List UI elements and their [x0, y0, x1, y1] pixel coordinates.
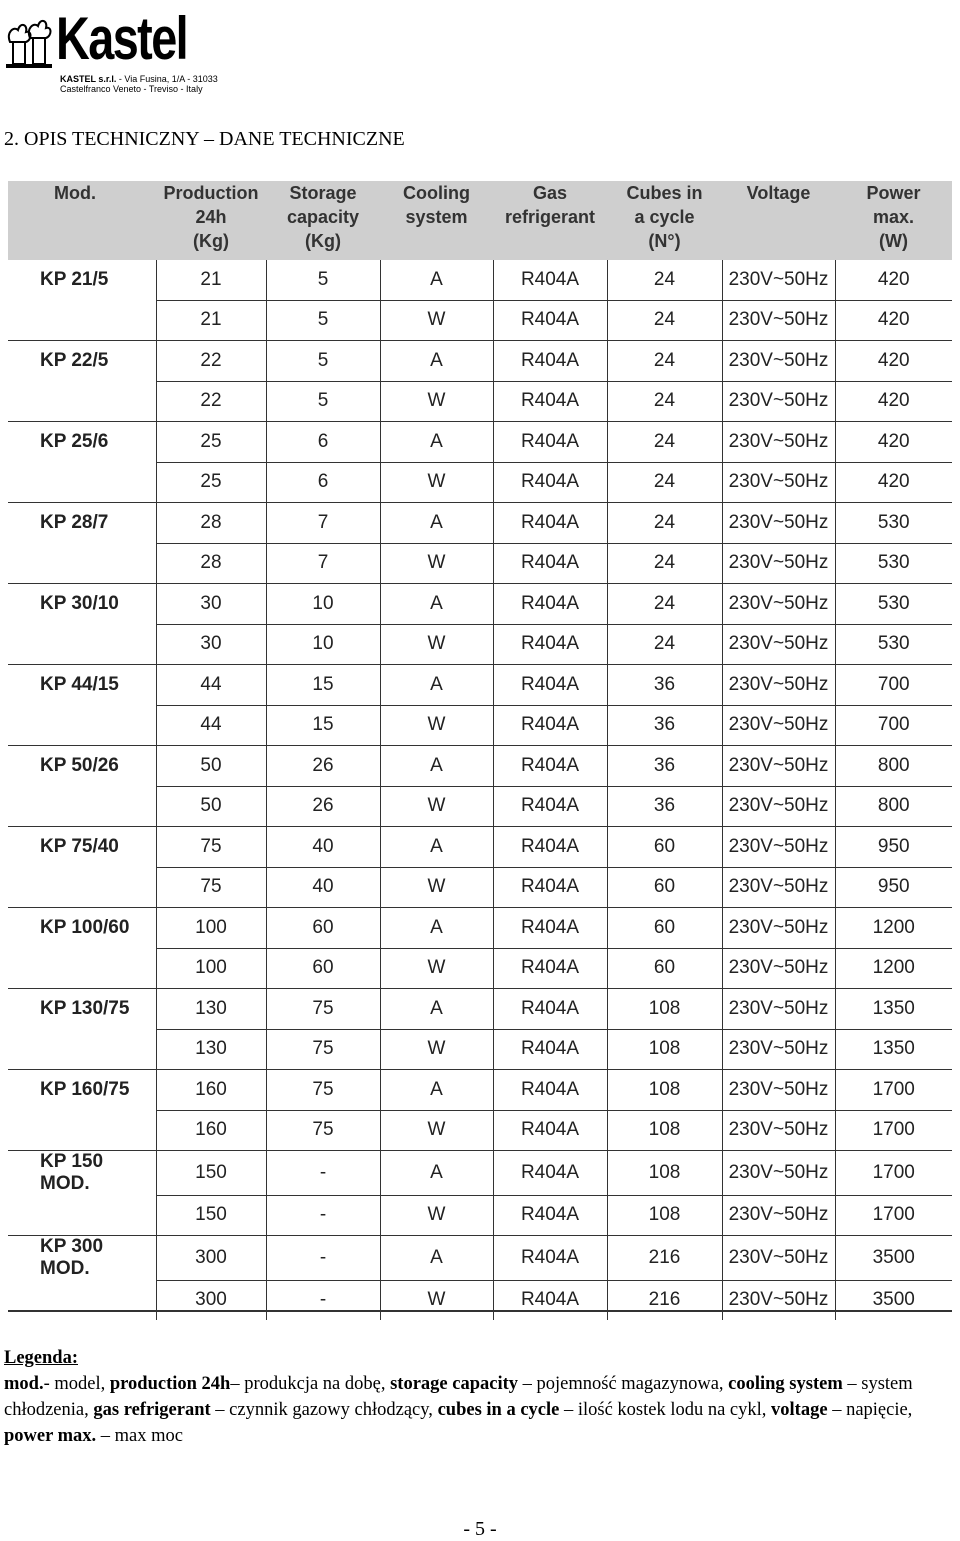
model-cell: KP 130/75: [8, 989, 156, 1030]
column-header: Cooling system: [380, 181, 493, 260]
table-cell: R404A: [493, 341, 607, 382]
table-row: [8, 503, 952, 544]
table-row: [8, 786, 952, 827]
table-cell: 230V~50Hz: [722, 624, 835, 665]
table-row: [8, 705, 952, 746]
table-row: [8, 260, 952, 300]
table-cell: R404A: [493, 948, 607, 989]
table-cell: R404A: [493, 503, 607, 544]
table-cell: 1700: [835, 1195, 952, 1236]
table-cell: W: [380, 867, 493, 908]
table-cell: 160: [156, 1110, 266, 1151]
table-cell: 230V~50Hz: [722, 989, 835, 1030]
table-cell: A: [380, 1236, 493, 1281]
table-cell: 530: [835, 584, 952, 625]
table-cell: R404A: [493, 1151, 607, 1196]
table-cell: W: [380, 543, 493, 584]
model-cell: KP 75/40: [8, 827, 156, 868]
table-cell: -: [266, 1236, 380, 1281]
legend-term: power max.: [4, 1426, 97, 1446]
table-cell: R404A: [493, 1236, 607, 1281]
table-cell: 24: [607, 503, 722, 544]
table-cell: 75: [266, 1029, 380, 1070]
table-cell: 24: [607, 422, 722, 463]
table-row: [8, 827, 952, 868]
table-cell: R404A: [493, 462, 607, 503]
table-cell: A: [380, 1070, 493, 1111]
table-row: [8, 1070, 952, 1111]
table-cell: 40: [266, 827, 380, 868]
table-cell: A: [380, 746, 493, 787]
table-cell: 530: [835, 624, 952, 665]
section-heading: 2. OPIS TECHNICZNY – DANE TECHNICZNE: [4, 128, 405, 150]
table-cell: 130: [156, 1029, 266, 1070]
table-cell: 5: [266, 260, 380, 300]
table-cell: 1700: [835, 1151, 952, 1196]
table-cell: W: [380, 948, 493, 989]
table-cell: 300: [156, 1280, 266, 1320]
table-cell: 130: [156, 989, 266, 1030]
table-cell: 230V~50Hz: [722, 300, 835, 341]
table-cell: R404A: [493, 300, 607, 341]
table-cell: 40: [266, 867, 380, 908]
table-cell: 75: [156, 867, 266, 908]
table-header-row: [8, 181, 952, 260]
legend-definition: – system chłodzenia,: [4, 1374, 913, 1420]
model-cell: KP 300 MOD.: [8, 1236, 156, 1281]
table-cell: 60: [266, 908, 380, 949]
legend-term: voltage: [771, 1400, 828, 1420]
table-cell: 230V~50Hz: [722, 1070, 835, 1111]
table-cell: 60: [607, 908, 722, 949]
table-cell: 230V~50Hz: [722, 908, 835, 949]
table-cell: 108: [607, 1195, 722, 1236]
table-row: [8, 1110, 952, 1151]
table-cell: 3500: [835, 1236, 952, 1281]
table-cell: 700: [835, 705, 952, 746]
table-cell: R404A: [493, 1280, 607, 1320]
model-cell: [8, 462, 156, 503]
table-row: [8, 422, 952, 463]
table-cell: 26: [266, 746, 380, 787]
table-cell: W: [380, 786, 493, 827]
table-cell: 150: [156, 1151, 266, 1196]
table-cell: 950: [835, 827, 952, 868]
table-cell: R404A: [493, 543, 607, 584]
table-cell: -: [266, 1195, 380, 1236]
table-cell: 36: [607, 786, 722, 827]
table-cell: A: [380, 260, 493, 300]
table-row: [8, 867, 952, 908]
table-cell: 75: [266, 1070, 380, 1111]
table-cell: A: [380, 341, 493, 382]
table-body: [8, 260, 952, 1320]
page-number: - 5 -: [463, 1518, 497, 1540]
table-cell: 216: [607, 1236, 722, 1281]
column-header: Production 24h (Kg): [156, 181, 266, 260]
table-cell: 7: [266, 543, 380, 584]
table-cell: 420: [835, 462, 952, 503]
table-cell: 75: [156, 827, 266, 868]
table-cell: 5: [266, 341, 380, 382]
model-cell: [8, 624, 156, 665]
table-cell: A: [380, 908, 493, 949]
table-row: [8, 584, 952, 625]
table-cell: -: [266, 1151, 380, 1196]
address-line2: Castelfranco Veneto - Treviso - Italy: [60, 84, 203, 94]
table-cell: R404A: [493, 665, 607, 706]
table-cell: 530: [835, 543, 952, 584]
table-cell: 230V~50Hz: [722, 1151, 835, 1196]
table-cell: 24: [607, 462, 722, 503]
table-cell: 5: [266, 300, 380, 341]
table-cell: 700: [835, 665, 952, 706]
table-cell: 108: [607, 989, 722, 1030]
column-header: Gas refrigerant: [493, 181, 607, 260]
table-cell: 230V~50Hz: [722, 827, 835, 868]
table-cell: 108: [607, 1151, 722, 1196]
table-cell: 15: [266, 665, 380, 706]
table-cell: 216: [607, 1280, 722, 1320]
table-cell: 300: [156, 1236, 266, 1281]
table-cell: W: [380, 1195, 493, 1236]
model-cell: [8, 705, 156, 746]
table-cell: 25: [156, 462, 266, 503]
legend-title: Legenda:: [4, 1348, 78, 1368]
table-cell: 230V~50Hz: [722, 665, 835, 706]
table-cell: 36: [607, 665, 722, 706]
table-cell: 28: [156, 503, 266, 544]
table-cell: 230V~50Hz: [722, 503, 835, 544]
column-header: Mod.: [8, 181, 156, 260]
table-cell: 230V~50Hz: [722, 746, 835, 787]
table-cell: 230V~50Hz: [722, 867, 835, 908]
model-cell: [8, 1110, 156, 1151]
table-cell: 230V~50Hz: [722, 1280, 835, 1320]
table-cell: 230V~50Hz: [722, 422, 835, 463]
table-cell: 420: [835, 300, 952, 341]
table-cell: A: [380, 584, 493, 625]
table-cell: W: [380, 381, 493, 422]
table-cell: 5: [266, 381, 380, 422]
table-cell: 1350: [835, 989, 952, 1030]
legend-definition: – napięcie,: [827, 1400, 913, 1420]
table-cell: 100: [156, 908, 266, 949]
table-cell: 30: [156, 624, 266, 665]
table-cell: 1200: [835, 948, 952, 989]
model-cell: KP 30/10: [8, 584, 156, 625]
legend-term: cooling system: [728, 1374, 843, 1394]
table-cell: W: [380, 1029, 493, 1070]
address-line1: - Via Fusina, 1/A - 31033: [116, 74, 218, 84]
table-cell: 24: [607, 300, 722, 341]
table-cell: 10: [266, 624, 380, 665]
table-cell: W: [380, 624, 493, 665]
table-cell: 44: [156, 705, 266, 746]
table-cell: R404A: [493, 1070, 607, 1111]
table-cell: 420: [835, 341, 952, 382]
table-row: [8, 746, 952, 787]
kastel-logo: [6, 4, 226, 94]
table-cell: R404A: [493, 989, 607, 1030]
table-cell: 420: [835, 381, 952, 422]
table-cell: 25: [156, 422, 266, 463]
table-cell: R404A: [493, 260, 607, 300]
table-cell: 530: [835, 503, 952, 544]
model-cell: [8, 948, 156, 989]
technical-data-table-wrapper: [8, 181, 952, 1320]
table-cell: R404A: [493, 584, 607, 625]
model-cell: KP 100/60: [8, 908, 156, 949]
legend-term: storage capacity: [390, 1374, 519, 1394]
table-cell: 1350: [835, 1029, 952, 1070]
table-row: [8, 341, 952, 382]
column-header: Power max. (W): [835, 181, 952, 260]
table-cell: R404A: [493, 422, 607, 463]
table-cell: 108: [607, 1029, 722, 1070]
legend: [4, 1345, 960, 1449]
table-cell: 230V~50Hz: [722, 341, 835, 382]
column-header: Voltage: [722, 181, 835, 260]
table-cell: 24: [607, 543, 722, 584]
table-cell: 60: [266, 948, 380, 989]
table-cell: 108: [607, 1070, 722, 1111]
technical-data-table: [8, 181, 952, 1320]
model-cell: KP 22/5: [8, 341, 156, 382]
table-row: [8, 300, 952, 341]
table-cell: A: [380, 1151, 493, 1196]
model-cell: [8, 786, 156, 827]
table-cell: R404A: [493, 624, 607, 665]
table-cell: R404A: [493, 1110, 607, 1151]
model-cell: [8, 543, 156, 584]
table-cell: 3500: [835, 1280, 952, 1320]
model-cell: [8, 1195, 156, 1236]
table-cell: W: [380, 462, 493, 503]
model-cell: KP 44/15: [8, 665, 156, 706]
table-cell: W: [380, 1280, 493, 1320]
legend-definition: – pojemność magazynowa,: [518, 1374, 729, 1394]
table-cell: A: [380, 503, 493, 544]
table-cell: A: [380, 422, 493, 463]
table-row: [8, 462, 952, 503]
table-cell: R404A: [493, 1029, 607, 1070]
table-cell: 1200: [835, 908, 952, 949]
table-cell: 75: [266, 989, 380, 1030]
table-cell: 15: [266, 705, 380, 746]
model-cell: KP 28/7: [8, 503, 156, 544]
table-cell: 1700: [835, 1070, 952, 1111]
table-row: [8, 1029, 952, 1070]
table-cell: 230V~50Hz: [722, 705, 835, 746]
model-cell: [8, 300, 156, 341]
legend-definition: - model,: [43, 1374, 110, 1394]
table-cell: 800: [835, 746, 952, 787]
table-cell: 36: [607, 705, 722, 746]
table-cell: 26: [266, 786, 380, 827]
table-cell: 230V~50Hz: [722, 462, 835, 503]
table-cell: R404A: [493, 786, 607, 827]
model-cell: KP 25/6: [8, 422, 156, 463]
table-cell: A: [380, 827, 493, 868]
table-cell: R404A: [493, 381, 607, 422]
table-cell: 21: [156, 300, 266, 341]
legend-term: cubes in a cycle: [437, 1400, 560, 1420]
table-row: [8, 624, 952, 665]
table-cell: R404A: [493, 1195, 607, 1236]
table-cell: 50: [156, 786, 266, 827]
table-row: [8, 908, 952, 949]
model-cell: KP 150 MOD.: [8, 1151, 156, 1196]
table-cell: R404A: [493, 746, 607, 787]
table-cell: 60: [607, 867, 722, 908]
table-cell: 10: [266, 584, 380, 625]
table-row: [8, 948, 952, 989]
model-cell: [8, 381, 156, 422]
table-cell: 60: [607, 827, 722, 868]
model-cell: KP 160/75: [8, 1070, 156, 1111]
table-cell: 7: [266, 503, 380, 544]
column-header: Cubes in a cycle (N°): [607, 181, 722, 260]
table-cell: 100: [156, 948, 266, 989]
table-cell: 230V~50Hz: [722, 786, 835, 827]
table-cell: 21: [156, 260, 266, 300]
table-cell: 1700: [835, 1110, 952, 1151]
table-bottom-border: [8, 1310, 952, 1312]
table-cell: 75: [266, 1110, 380, 1151]
table-cell: 230V~50Hz: [722, 948, 835, 989]
legend-definition: – max moc: [96, 1426, 183, 1446]
table-cell: 60: [607, 948, 722, 989]
legend-definition: – ilość kostek lodu na cykl,: [559, 1400, 772, 1420]
table-cell: W: [380, 1110, 493, 1151]
model-cell: [8, 1029, 156, 1070]
model-cell: [8, 867, 156, 908]
table-cell: R404A: [493, 705, 607, 746]
model-cell: KP 50/26: [8, 746, 156, 787]
model-cell: [8, 1280, 156, 1320]
legend-definition: – produkcja na dobę,: [230, 1374, 391, 1394]
table-row: [8, 1236, 952, 1281]
table-cell: 230V~50Hz: [722, 584, 835, 625]
table-row: [8, 665, 952, 706]
table-cell: R404A: [493, 867, 607, 908]
table-cell: 24: [607, 624, 722, 665]
table-cell: 22: [156, 341, 266, 382]
legend-definition: – czynnik gazowy chłodzący,: [210, 1400, 438, 1420]
table-cell: A: [380, 989, 493, 1030]
table-row: [8, 989, 952, 1030]
legend-term: production 24h: [109, 1374, 231, 1394]
logo-wordmark: Kastel: [56, 5, 188, 72]
table-cell: 150: [156, 1195, 266, 1236]
table-cell: 230V~50Hz: [722, 381, 835, 422]
table-cell: 30: [156, 584, 266, 625]
table-row: [8, 1280, 952, 1320]
table-cell: R404A: [493, 908, 607, 949]
table-row: [8, 381, 952, 422]
table-cell: 44: [156, 665, 266, 706]
table-cell: 230V~50Hz: [722, 543, 835, 584]
table-cell: 108: [607, 1110, 722, 1151]
table-cell: R404A: [493, 827, 607, 868]
table-cell: 50: [156, 746, 266, 787]
model-cell: KP 21/5: [40, 269, 109, 290]
table-cell: 950: [835, 867, 952, 908]
legend-text: [4, 1371, 960, 1449]
table-cell: 24: [607, 584, 722, 625]
table-cell: 230V~50Hz: [722, 1195, 835, 1236]
table-cell: 6: [266, 422, 380, 463]
table-cell: W: [380, 705, 493, 746]
table-cell: 230V~50Hz: [722, 260, 835, 300]
chef-hats-icon: [6, 18, 56, 70]
table-cell: 24: [607, 381, 722, 422]
table-cell: 28: [156, 543, 266, 584]
table-cell: 230V~50Hz: [722, 1236, 835, 1281]
table-cell: 800: [835, 786, 952, 827]
table-row: [8, 1151, 952, 1196]
table-cell: 230V~50Hz: [722, 1110, 835, 1151]
table-row: [8, 543, 952, 584]
table-cell: 420: [835, 260, 952, 300]
table-cell: 24: [607, 341, 722, 382]
table-cell: 6: [266, 462, 380, 503]
legend-term: mod.: [4, 1374, 44, 1394]
table-cell: A: [380, 665, 493, 706]
table-cell: 420: [835, 422, 952, 463]
column-header: Storage capacity (Kg): [266, 181, 380, 260]
table-cell: W: [380, 300, 493, 341]
table-cell: 36: [607, 746, 722, 787]
company-address: [60, 74, 218, 94]
table-cell: 230V~50Hz: [722, 1029, 835, 1070]
table-cell: 160: [156, 1070, 266, 1111]
table-cell: 24: [607, 260, 722, 300]
table-cell: 22: [156, 381, 266, 422]
table-row: [8, 1195, 952, 1236]
table-cell: -: [266, 1280, 380, 1320]
legend-term: gas refrigerant: [93, 1400, 211, 1420]
address-company: KASTEL s.r.l.: [60, 74, 117, 84]
